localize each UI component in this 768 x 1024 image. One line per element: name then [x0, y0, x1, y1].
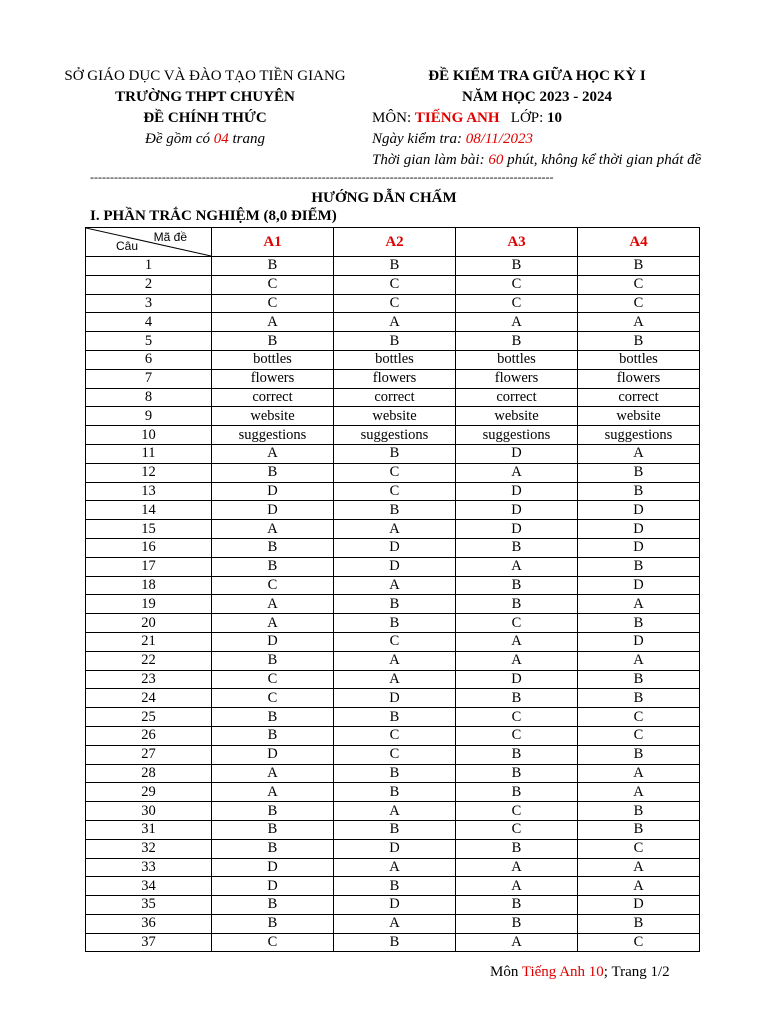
question-number-cell: 4 — [86, 313, 212, 332]
answer-cell: D — [456, 520, 578, 539]
page-count — [50, 129, 360, 150]
question-number-cell: 23 — [86, 670, 212, 689]
official-label: ĐỀ CHÍNH THỨC — [143, 110, 267, 126]
grade-prefix: LỚP: — [499, 110, 548, 126]
answer-cell: B — [578, 332, 700, 351]
table-row — [86, 576, 700, 595]
table-row — [86, 538, 700, 557]
question-number-cell: 11 — [86, 444, 212, 463]
answer-cell: website — [578, 407, 700, 426]
footer-page-number: ; Trang 1/2 — [603, 964, 670, 980]
answer-cell: website — [334, 407, 456, 426]
answer-cell: B — [578, 257, 700, 276]
answer-cell: B — [334, 257, 456, 276]
question-number-cell: 7 — [86, 369, 212, 388]
answer-cell: B — [578, 670, 700, 689]
table-row — [86, 275, 700, 294]
answer-cell: D — [578, 632, 700, 651]
answer-cell: bottles — [212, 350, 334, 369]
answer-cell: D — [456, 670, 578, 689]
answer-cell: D — [334, 896, 456, 915]
diagonal-divider — [86, 228, 211, 256]
answer-cell: D — [334, 689, 456, 708]
exam-date — [372, 129, 732, 150]
answer-cell: C — [212, 670, 334, 689]
answer-cell: A — [456, 463, 578, 482]
exam-code-a2: A2 — [334, 228, 456, 257]
question-number-cell: 33 — [86, 858, 212, 877]
answer-cell: A — [212, 444, 334, 463]
school-name: TRƯỜNG THPT CHUYÊN — [115, 89, 295, 105]
exam-code-header: Mã đề — [153, 230, 187, 244]
answer-cell: C — [456, 820, 578, 839]
answer-cell: bottles — [334, 350, 456, 369]
department-name: SỞ GIÁO DỤC VÀ ĐÀO TẠO TIỀN GIANG — [64, 68, 346, 84]
table-row — [86, 802, 700, 821]
question-number-cell: 2 — [86, 275, 212, 294]
question-number-cell: 28 — [86, 764, 212, 783]
table-header-row — [86, 228, 700, 257]
question-number-cell: 16 — [86, 538, 212, 557]
answer-cell: B — [456, 745, 578, 764]
question-number-cell: 20 — [86, 614, 212, 633]
answer-cell: bottles — [456, 350, 578, 369]
answer-cell: D — [578, 501, 700, 520]
answer-cell: D — [578, 520, 700, 539]
answer-cell: B — [334, 783, 456, 802]
answer-cell: D — [212, 877, 334, 896]
answer-cell: C — [578, 726, 700, 745]
answer-cell: suggestions — [578, 426, 700, 445]
answer-cell: A — [212, 595, 334, 614]
table-row — [86, 858, 700, 877]
table-row — [86, 839, 700, 858]
table-row — [86, 501, 700, 520]
school-year: NĂM HỌC 2023 - 2024 — [462, 89, 612, 105]
answer-table-body — [86, 257, 700, 952]
table-row — [86, 332, 700, 351]
answer-cell: B — [578, 914, 700, 933]
table-row — [86, 689, 700, 708]
answer-cell: C — [334, 482, 456, 501]
answer-cell: D — [212, 501, 334, 520]
answer-cell: A — [212, 614, 334, 633]
separator-line: -------------------------------------------------------------------------------------------------------------------- — [90, 170, 554, 184]
subject-name: TIẾNG ANH — [414, 110, 500, 126]
question-number-cell: 5 — [86, 332, 212, 351]
subject-prefix: MÔN: — [372, 110, 415, 126]
answer-cell: C — [578, 294, 700, 313]
answer-cell: B — [334, 708, 456, 727]
answer-cell: B — [212, 463, 334, 482]
question-header: Câu — [116, 239, 139, 253]
exam-title: ĐỀ KIỂM TRA GIỮA HỌC KỲ I — [428, 68, 646, 84]
answer-cell: B — [212, 820, 334, 839]
table-row — [86, 896, 700, 915]
question-number-cell: 26 — [86, 726, 212, 745]
answer-cell: B — [212, 257, 334, 276]
answer-cell: B — [456, 764, 578, 783]
answer-cell: D — [334, 557, 456, 576]
answer-cell: C — [456, 708, 578, 727]
table-row — [86, 313, 700, 332]
answer-cell: B — [212, 651, 334, 670]
page-count-suffix: trang — [228, 131, 265, 147]
answer-cell: A — [334, 858, 456, 877]
question-number-cell: 22 — [86, 651, 212, 670]
table-row — [86, 877, 700, 896]
table-row — [86, 350, 700, 369]
answer-key-table — [85, 227, 700, 952]
question-number-cell: 25 — [86, 708, 212, 727]
table-row — [86, 444, 700, 463]
table-row — [86, 745, 700, 764]
answer-cell: D — [456, 444, 578, 463]
question-number-cell: 6 — [86, 350, 212, 369]
answer-cell: B — [578, 614, 700, 633]
answer-cell: B — [456, 914, 578, 933]
answer-cell: C — [578, 933, 700, 952]
answer-cell: A — [578, 858, 700, 877]
table-row — [86, 820, 700, 839]
answer-cell: correct — [578, 388, 700, 407]
answer-cell: A — [334, 802, 456, 821]
answer-cell: D — [212, 632, 334, 651]
exam-code-a1: A1 — [212, 228, 334, 257]
answer-cell: A — [578, 313, 700, 332]
answer-cell: B — [456, 576, 578, 595]
exam-code-a4: A4 — [578, 228, 700, 257]
corner-header-cell — [86, 228, 212, 257]
answer-cell: B — [456, 783, 578, 802]
question-number-cell: 15 — [86, 520, 212, 539]
answer-cell: A — [334, 576, 456, 595]
answer-cell: D — [334, 538, 456, 557]
page-count-number: 04 — [213, 131, 229, 147]
table-row — [86, 482, 700, 501]
answer-cell: B — [212, 839, 334, 858]
answer-cell: website — [212, 407, 334, 426]
answer-cell: flowers — [334, 369, 456, 388]
answer-cell: B — [212, 332, 334, 351]
answer-cell: suggestions — [212, 426, 334, 445]
question-number-cell: 21 — [86, 632, 212, 651]
page-footer — [490, 964, 670, 981]
question-number-cell: 30 — [86, 802, 212, 821]
answer-cell: B — [456, 839, 578, 858]
exam-duration — [372, 150, 732, 171]
answer-cell: correct — [212, 388, 334, 407]
table-row — [86, 257, 700, 276]
answer-cell: C — [334, 726, 456, 745]
answer-cell: B — [456, 538, 578, 557]
answer-cell: suggestions — [334, 426, 456, 445]
answer-cell: A — [578, 444, 700, 463]
answer-cell: B — [456, 257, 578, 276]
answer-cell: B — [456, 689, 578, 708]
answer-cell: A — [578, 764, 700, 783]
answer-cell: D — [212, 858, 334, 877]
answer-cell: A — [578, 651, 700, 670]
answer-cell: B — [212, 538, 334, 557]
answer-cell: C — [334, 275, 456, 294]
question-number-cell: 31 — [86, 820, 212, 839]
exam-date-prefix: Ngày kiểm tra: — [372, 131, 466, 147]
question-number-cell: 32 — [86, 839, 212, 858]
table-row — [86, 426, 700, 445]
answer-cell: B — [578, 745, 700, 764]
answer-cell: A — [212, 313, 334, 332]
section-heading: I. PHẦN TRẮC NGHIỆM (8,0 ĐIỂM) — [90, 208, 337, 224]
answer-cell: B — [212, 557, 334, 576]
answer-cell: C — [334, 632, 456, 651]
question-number-cell: 9 — [86, 407, 212, 426]
answer-cell: website — [456, 407, 578, 426]
question-number-cell: 14 — [86, 501, 212, 520]
answer-cell: A — [456, 858, 578, 877]
answer-cell: A — [456, 877, 578, 896]
answer-cell: C — [456, 275, 578, 294]
answer-cell: B — [212, 802, 334, 821]
answer-cell: C — [456, 614, 578, 633]
footer-prefix: Môn — [490, 964, 522, 980]
answer-cell: D — [456, 482, 578, 501]
page-title: HƯỚNG DẪN CHẤM — [311, 190, 457, 206]
table-row — [86, 726, 700, 745]
page-count-prefix: Đề gồm có — [145, 131, 214, 147]
answer-cell: A — [334, 914, 456, 933]
table-row — [86, 764, 700, 783]
question-number-cell: 10 — [86, 426, 212, 445]
table-row — [86, 557, 700, 576]
answer-cell: B — [212, 726, 334, 745]
answer-cell: C — [578, 275, 700, 294]
table-row — [86, 670, 700, 689]
answer-cell: bottles — [578, 350, 700, 369]
question-number-cell: 18 — [86, 576, 212, 595]
answer-cell: C — [334, 463, 456, 482]
answer-cell: B — [334, 764, 456, 783]
table-row — [86, 520, 700, 539]
duration-value: 60 — [488, 152, 504, 168]
table-row — [86, 632, 700, 651]
answer-cell: A — [212, 520, 334, 539]
answer-cell: B — [334, 595, 456, 614]
question-number-cell: 12 — [86, 463, 212, 482]
header-right — [372, 66, 732, 171]
question-number-cell: 34 — [86, 877, 212, 896]
question-number-cell: 27 — [86, 745, 212, 764]
answer-cell: C — [578, 708, 700, 727]
table-row — [86, 388, 700, 407]
answer-cell: C — [334, 294, 456, 313]
answer-cell: C — [212, 576, 334, 595]
table-row — [86, 708, 700, 727]
answer-cell: A — [212, 783, 334, 802]
exam-code-a3: A3 — [456, 228, 578, 257]
question-number-cell: 19 — [86, 595, 212, 614]
answer-cell: C — [334, 745, 456, 764]
answer-cell: B — [578, 689, 700, 708]
question-number-cell: 3 — [86, 294, 212, 313]
answer-cell: B — [334, 501, 456, 520]
table-row — [86, 783, 700, 802]
answer-cell: B — [212, 708, 334, 727]
question-number-cell: 36 — [86, 914, 212, 933]
answer-cell: C — [212, 275, 334, 294]
answer-cell: D — [334, 839, 456, 858]
answer-cell: A — [578, 877, 700, 896]
answer-cell: A — [578, 595, 700, 614]
answer-cell: flowers — [212, 369, 334, 388]
question-number-cell: 8 — [86, 388, 212, 407]
grade-value: 10 — [547, 110, 563, 126]
answer-cell: suggestions — [456, 426, 578, 445]
table-row — [86, 595, 700, 614]
answer-cell: A — [334, 670, 456, 689]
answer-cell: C — [212, 294, 334, 313]
answer-cell: B — [212, 914, 334, 933]
answer-cell: D — [578, 896, 700, 915]
answer-cell: B — [456, 332, 578, 351]
subject-line — [372, 108, 732, 129]
table-row — [86, 369, 700, 388]
answer-cell: B — [456, 595, 578, 614]
answer-cell: correct — [456, 388, 578, 407]
answer-cell: C — [456, 726, 578, 745]
answer-cell: B — [456, 896, 578, 915]
exam-date-value: 08/11/2023 — [465, 131, 533, 147]
table-row — [86, 933, 700, 952]
answer-cell: A — [456, 313, 578, 332]
duration-suffix: phút, không kể thời gian phát đề — [503, 152, 702, 168]
answer-cell: B — [578, 802, 700, 821]
answer-cell: A — [456, 632, 578, 651]
answer-cell: B — [212, 896, 334, 915]
answer-cell: correct — [334, 388, 456, 407]
footer-subject: Tiếng Anh 10 — [521, 964, 604, 980]
answer-cell: A — [456, 651, 578, 670]
table-row — [86, 407, 700, 426]
table-row — [86, 463, 700, 482]
answer-cell: A — [334, 520, 456, 539]
table-row — [86, 294, 700, 313]
question-number-cell: 1 — [86, 257, 212, 276]
question-number-cell: 29 — [86, 783, 212, 802]
answer-cell: B — [334, 877, 456, 896]
question-number-cell: 35 — [86, 896, 212, 915]
answer-cell: B — [334, 444, 456, 463]
answer-cell: C — [212, 689, 334, 708]
answer-cell: B — [578, 557, 700, 576]
answer-cell: B — [578, 463, 700, 482]
answer-cell: C — [578, 839, 700, 858]
answer-cell: A — [334, 651, 456, 670]
answer-cell: A — [334, 313, 456, 332]
answer-cell: B — [334, 332, 456, 351]
answer-cell: flowers — [578, 369, 700, 388]
table-row — [86, 651, 700, 670]
answer-cell: flowers — [456, 369, 578, 388]
duration-prefix: Thời gian làm bài: — [372, 152, 489, 168]
answer-cell: B — [578, 482, 700, 501]
question-number-cell: 24 — [86, 689, 212, 708]
answer-cell: C — [456, 294, 578, 313]
answer-cell: B — [578, 820, 700, 839]
answer-cell: A — [578, 783, 700, 802]
table-row — [86, 914, 700, 933]
answer-cell: B — [334, 614, 456, 633]
answer-cell: D — [212, 745, 334, 764]
answer-cell: D — [578, 576, 700, 595]
question-number-cell: 17 — [86, 557, 212, 576]
answer-cell: B — [334, 933, 456, 952]
answer-cell: D — [578, 538, 700, 557]
answer-cell: A — [456, 557, 578, 576]
answer-cell: C — [212, 933, 334, 952]
table-row — [86, 614, 700, 633]
answer-cell: A — [212, 764, 334, 783]
answer-cell: D — [456, 501, 578, 520]
question-number-cell: 37 — [86, 933, 212, 952]
answer-cell: B — [334, 820, 456, 839]
question-number-cell: 13 — [86, 482, 212, 501]
header-left — [50, 66, 360, 150]
answer-cell: D — [212, 482, 334, 501]
answer-cell: C — [456, 802, 578, 821]
answer-cell: A — [456, 933, 578, 952]
